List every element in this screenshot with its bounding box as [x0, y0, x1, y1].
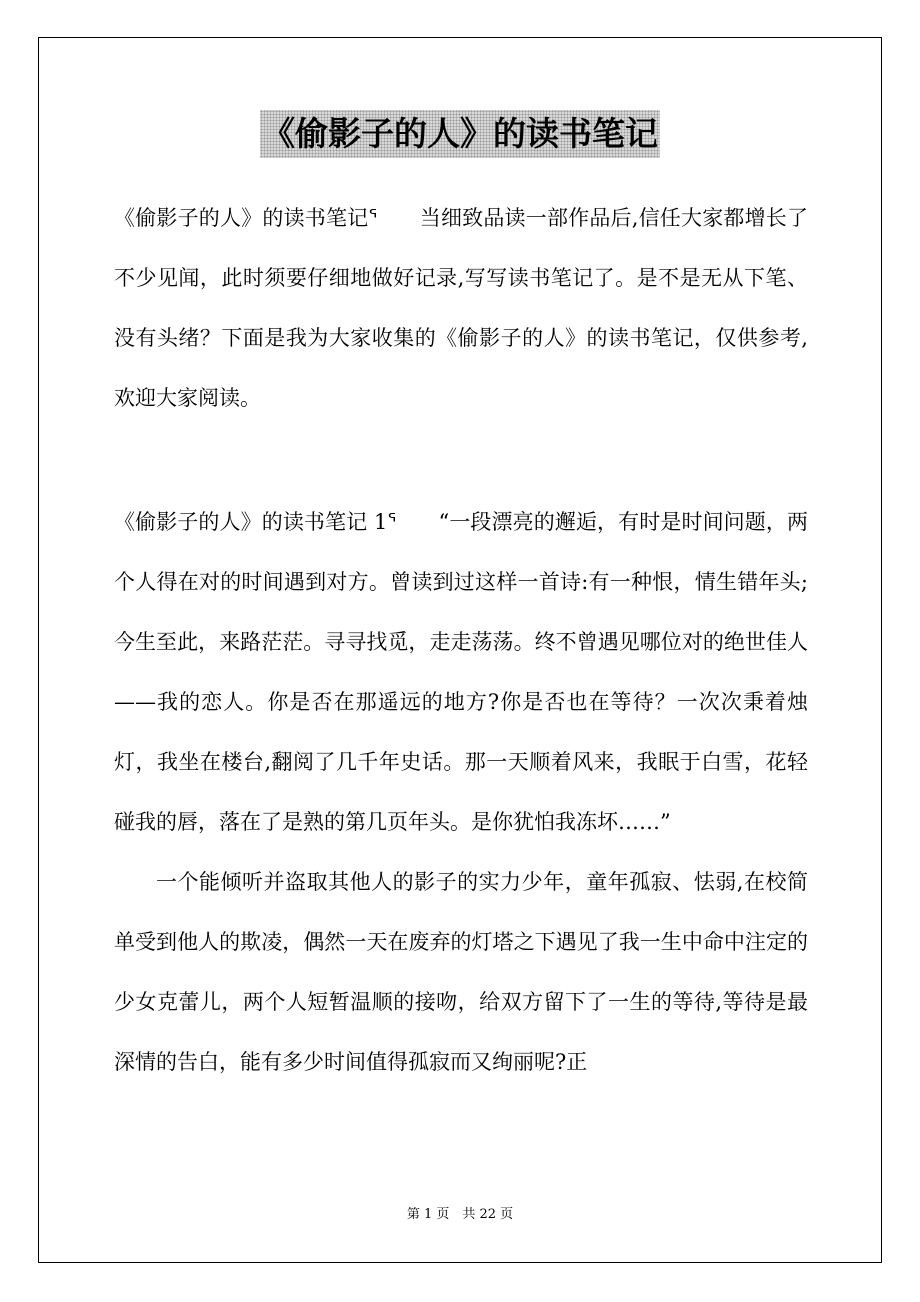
paragraph-intro: 《偷影子的人》的读书笔记ᕐ 当细致品读一部作品后,信任大家都增长了不少见闻，此时须要仔细地做好记录,写写读书笔记了。是不是无从下笔、没有头绪？下面是我为大家收集的《偷影子的人》的读书笔记，仅供参考,欢迎大家阅读。: [114, 206, 808, 410]
page-number-label: 第 1 页 共 22 页: [406, 1207, 514, 1222]
document-body: [114, 188, 808, 1092]
page-footer: [0, 1205, 920, 1225]
document-title: 《偷影子的人》的读书笔记: [260, 110, 660, 158]
paragraph-note-1: 《偷影子的人》的读书笔记 1ᕐ “一段漂亮的邂逅，有时是时间问题，两个人得在对的时间遇到对方。曾读到过这样一首诗:有一种恨，情生错年头;今生至此，来路茫茫。寻寻找觅，走走荡荡。终不曾遇见哪位对的绝世佳人——我的恋人。你是否在那遥远的地方?你是否也在等待？一次次秉着烛灯，我坐在楼台,翻阅了几千年史话。那一天顺着风来，我眠于白雪，花轻碰我的唇，落在了是熟的第几页年头。是你犹怕我冻坏……”: [114, 510, 808, 834]
paragraph-summary: 一个能倾听并盗取其他人的影子的实力少年，童年孤寂、怯弱,在校简单受到他人的欺凌，偶然一天在废弃的灯塔之下遇见了我一生中命中注定的少女克蕾儿，两个人短暂温顺的接吻，给双方留下了一生的等待,等待是最深情的告白，能有多少时间值得孤寂而又绚丽呢?正: [114, 870, 808, 1074]
paragraph-spacer: [114, 428, 808, 492]
title-container: [0, 110, 920, 158]
